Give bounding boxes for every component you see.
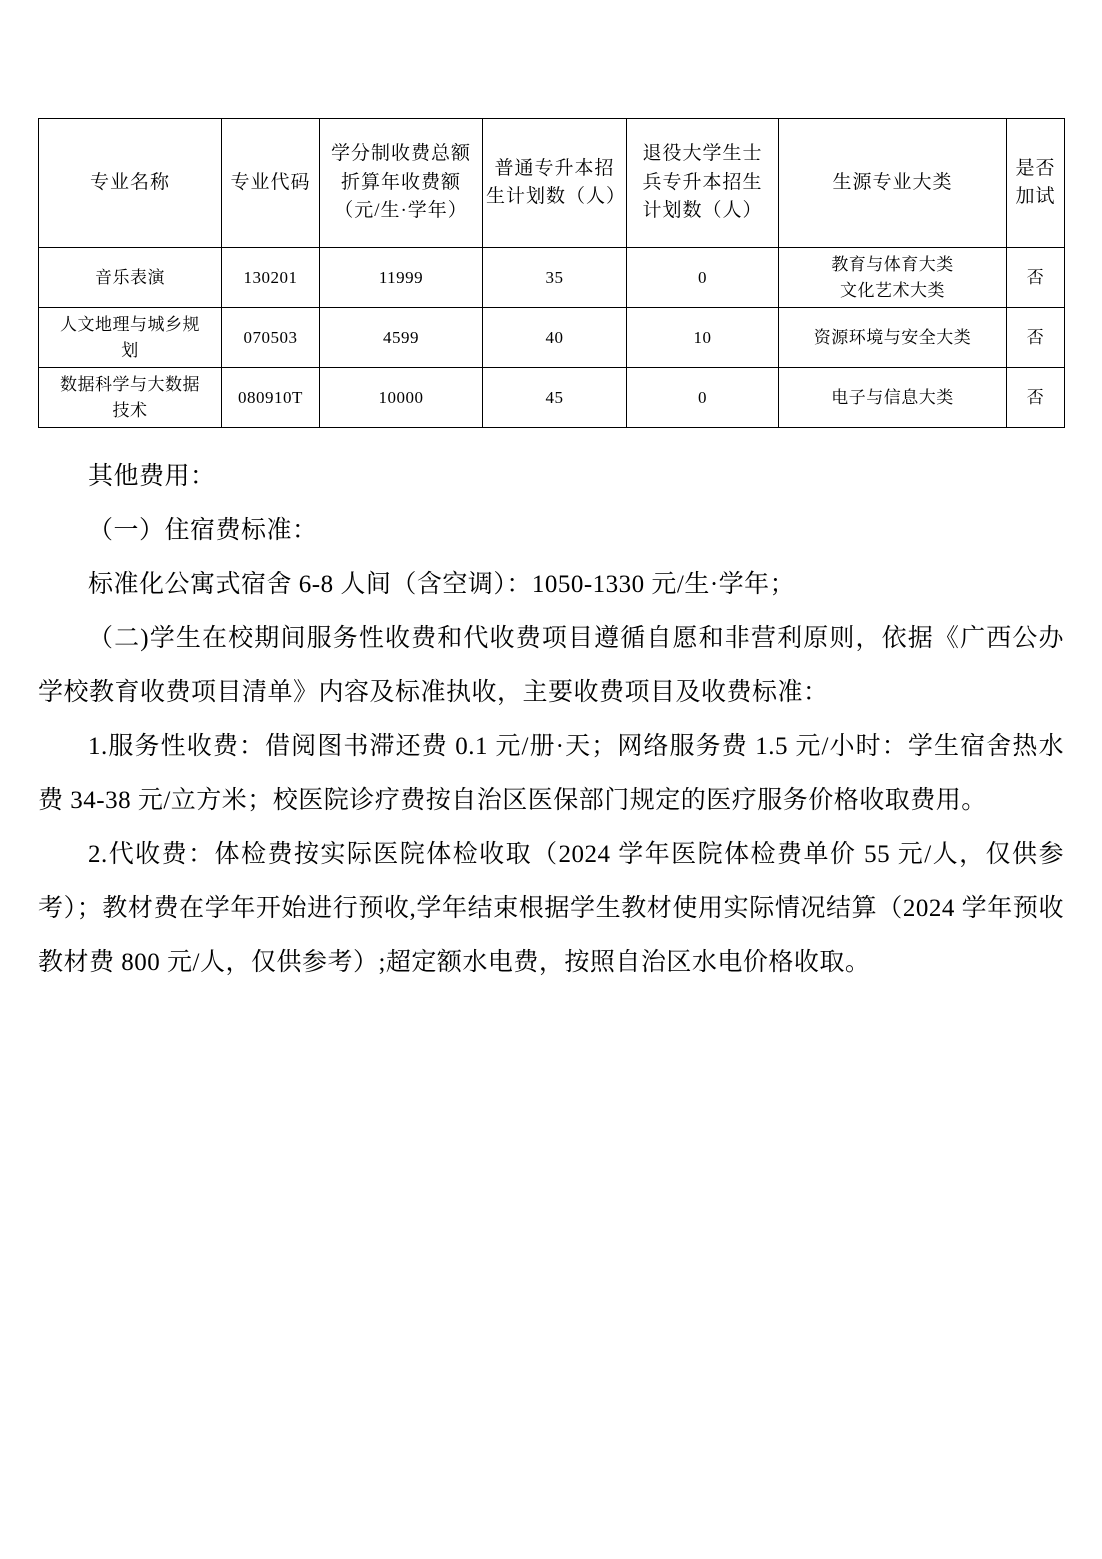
cell-extra-test: 否	[1007, 248, 1065, 308]
cell-source-category: 教育与体育大类 文化艺术大类	[779, 248, 1007, 308]
cell-annual-fee: 10000	[320, 368, 483, 428]
header-source-category: 生源专业大类	[779, 119, 1007, 248]
cell-annual-fee: 11999	[320, 248, 483, 308]
cell-major-name: 人文地理与城乡规 划	[39, 308, 222, 368]
cell-source-category: 资源环境与安全大类	[779, 308, 1007, 368]
header-veteran-plan: 退役大学生士 兵专升本招生 计划数（人）	[627, 119, 779, 248]
table-row	[39, 308, 1065, 368]
header-major-name: 专业名称	[39, 119, 222, 248]
cell-extra-test: 否	[1007, 368, 1065, 428]
table-header	[39, 119, 1065, 248]
document-content	[38, 118, 1064, 990]
collected-fee-item: 2.代收费：体检费按实际医院体检收取（2024 学年医院体检费单价 55 元/人，仅供参考）；教材费在学年开始进行预收,学年结束根据学生教材使用实际情况结算（2024 学年预收教材费 800 元/人，仅供参考）;超定额水电费，按照自治区水电价格收取。	[38, 841, 1064, 976]
tuition-plan-table	[38, 118, 1065, 428]
cell-veteran-plan: 10	[627, 308, 779, 368]
table-row	[39, 248, 1065, 308]
cell-major-name: 数据科学与大数据 技术	[39, 368, 222, 428]
table-body	[39, 248, 1065, 428]
cell-veteran-plan: 0	[627, 248, 779, 308]
section-one-title: （一）住宿费标准：	[88, 517, 318, 544]
service-fee-item: 1.服务性收费：借阅图书滞还费 0.1 元/册·天；网络服务费 1.5 元/小时：学生宿舍热水费 34-38 元/立方米；校医院诊疗费按自治区医保部门规定的医疗服务价格收取费用。	[38, 733, 1064, 814]
cell-annual-fee: 4599	[320, 308, 483, 368]
cell-major-code: 080910T	[222, 368, 320, 428]
header-general-plan: 普通专升本招 生计划数（人）	[483, 119, 627, 248]
cell-major-name: 音乐表演	[39, 248, 222, 308]
header-major-code: 专业代码	[222, 119, 320, 248]
cell-general-plan: 40	[483, 308, 627, 368]
table-header-row	[39, 119, 1065, 248]
cell-extra-test: 否	[1007, 308, 1065, 368]
section-one-text: 标准化公寓式宿舍 6-8 人间（含空调）：1050-1330 元/生·学年；	[88, 571, 796, 598]
cell-major-code: 070503	[222, 308, 320, 368]
cell-general-plan: 35	[483, 248, 627, 308]
section-two-text: （二)学生在校期间服务性收费和代收费项目遵循自愿和非营利原则，依据《广西公办学校教育收费项目清单》内容及标准执收，主要收费项目及收费标准：	[38, 625, 1064, 706]
cell-major-code: 130201	[222, 248, 320, 308]
cell-general-plan: 45	[483, 368, 627, 428]
cell-veteran-plan: 0	[627, 368, 779, 428]
header-annual-fee: 学分制收费总额 折算年收费额 （元/生·学年）	[320, 119, 483, 248]
header-extra-test: 是否 加试	[1007, 119, 1065, 248]
other-fees-title: 其他费用：	[88, 463, 216, 490]
table-row	[39, 368, 1065, 428]
cell-source-category: 电子与信息大类	[779, 368, 1007, 428]
